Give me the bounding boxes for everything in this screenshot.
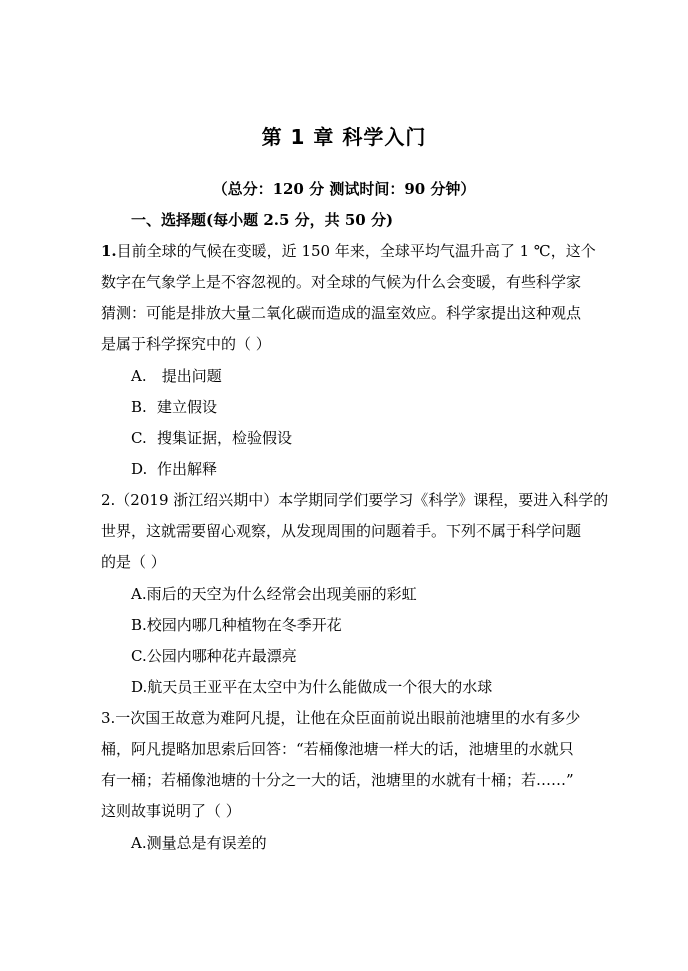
option-letter: C.: [131, 429, 147, 447]
q2-line-1: 2.（2019 浙江绍兴期中）本学期同学们要学习《科学》课程，要进入科学的: [101, 491, 609, 509]
option-text: 提出问题: [157, 367, 222, 385]
option-letter: A.: [131, 367, 147, 385]
option-text: 搜集证据，检验假设: [157, 429, 293, 447]
q1-line-3: 猜测：可能是排放大量二氧化碳而造成的温室效应。科学家提出这种观点: [101, 304, 582, 322]
q3-line-3: 有一桶；若桶像池塘的十分之一大的话，池塘里的水就有十桶；若……”: [101, 771, 574, 789]
q2-line-2: 世界，这就需要留心观察，从发现周围的问题着手。下列不属于科学问题: [101, 522, 582, 540]
option-text: 建立假设: [157, 398, 218, 416]
q1-line-1: [101, 241, 596, 261]
q3-line-2: 桶，阿凡提略加思索后回答：“若桶像池塘一样大的话，池塘里的水就只: [101, 740, 574, 758]
q1-option-b: [131, 397, 217, 417]
q3-line-4: 这则故事说明了（ ）: [101, 802, 241, 820]
q1-option-d: [131, 459, 217, 479]
q1-number: 1.: [101, 242, 117, 260]
q2-option-d: D.航天员王亚平在太空中为什么能做成一个很大的水球: [131, 678, 493, 696]
q2-option-c: C.公园内哪种花卉最漂亮: [131, 647, 297, 665]
q2-option-b: B.校园内哪几种植物在冬季开花: [131, 616, 342, 634]
q1-line-4: 是属于科学探究中的（ ）: [101, 335, 271, 353]
section-heading: 一、选择题(每小题 2.5 分，共 50 分): [131, 211, 394, 229]
q2-option-a: A.雨后的天空为什么经常会出现美丽的彩虹: [131, 585, 417, 603]
q1-option-c: [131, 428, 292, 448]
option-letter: D.: [131, 460, 148, 478]
option-text: 作出解释: [157, 460, 218, 478]
q3-option-a: A.测量总是有误差的: [131, 834, 267, 852]
exam-meta: （总分：120 分 测试时间：90 分钟）: [212, 180, 476, 198]
q2-line-3: 的是（ ）: [101, 553, 166, 571]
option-letter: B.: [131, 398, 147, 416]
q3-line-1: 3.一次国王故意为难阿凡提，让他在众臣面前说出眼前池塘里的水有多少: [101, 709, 581, 727]
chapter-title: 第 1 章 科学入门: [261, 125, 427, 149]
q1-text-1: 目前全球的气候在变暖，近 150 年来，全球平均气温升高了 1 ℃，这个: [116, 242, 596, 260]
q1-option-a: [131, 366, 222, 386]
q1-line-2: 数字在气象学上是不容忽视的。对全球的气候为什么会变暖，有些科学家: [101, 273, 582, 291]
